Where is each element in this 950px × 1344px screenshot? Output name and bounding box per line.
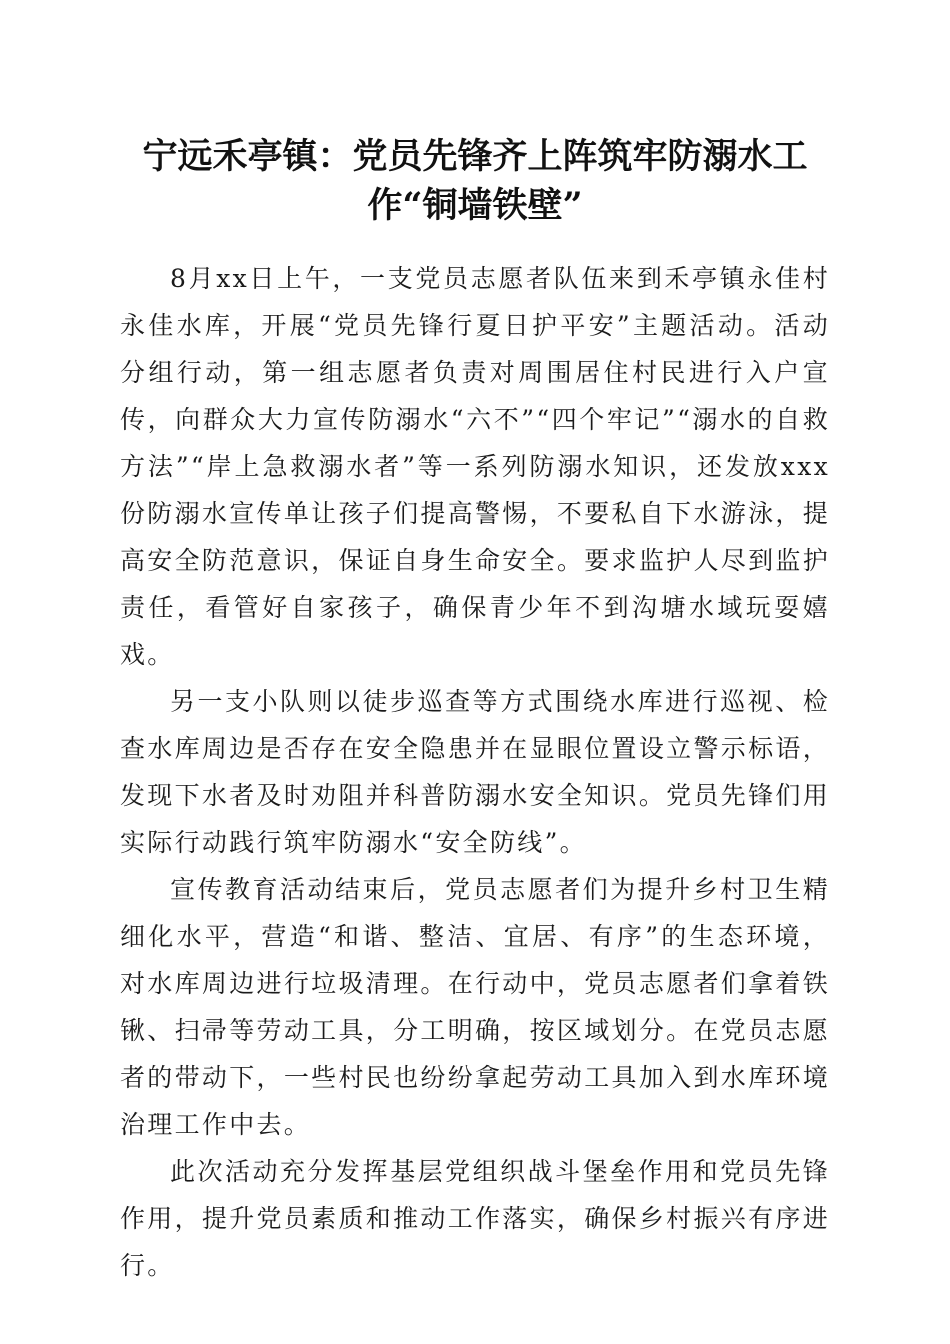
paragraph-3: 宣传教育活动结束后，党员志愿者们为提升乡村卫生精细化水平，营造“和谐、整洁、宜居、有序”的生态环境，对水库周边进行垃圾清理。在行动中，党员志愿者们拿着铁锹、扫帚等劳动工具，分工明确，按区域划分。在党员志愿者的带动下，一些村民也纷纷拿起劳动工具加入到水库环境治理工作中去。 — [120, 875, 830, 1139]
document-body — [120, 255, 830, 1289]
paragraph-2: 另一支小队则以徒步巡查等方式围绕水库进行巡视、检查水库周边是否存在安全隐患并在显眼位置设立警示标语，发现下水者及时劝阻并科普防溺水安全知识。党员先锋们用实际行动践行筑牢防溺水“安全防线”。 — [120, 687, 830, 857]
paragraph-1: 8月xx日上午，一支党员志愿者队伍来到禾亭镇永佳村永佳水库，开展“党员先锋行夏日护平安”主题活动。活动分组行动，第一组志愿者负责对周围居住村民进行入户宣传，向群众大力宣传防溺水“六不”“四个牢记”“溺水的自救方法”“岸上急救溺水者”等一系列防溺水知识，还发放xxx份防溺水宣传单让孩子们提高警惕，不要私自下水游泳，提高安全防范意识，保证自身生命安全。要求监护人尽到监护责任，看管好自家孩子，确保青少年不到沟塘水域玩耍嬉戏。 — [120, 264, 830, 669]
document-title: 宁远禾亭镇：党员先锋齐上阵筑牢防溺水工作“铜墙铁壁” — [142, 136, 808, 226]
paragraph-4: 此次活动充分发挥基层党组织战斗堡垒作用和党员先锋作用，提升党员素质和推动工作落实，确保乡村振兴有序进行。 — [120, 1157, 830, 1280]
